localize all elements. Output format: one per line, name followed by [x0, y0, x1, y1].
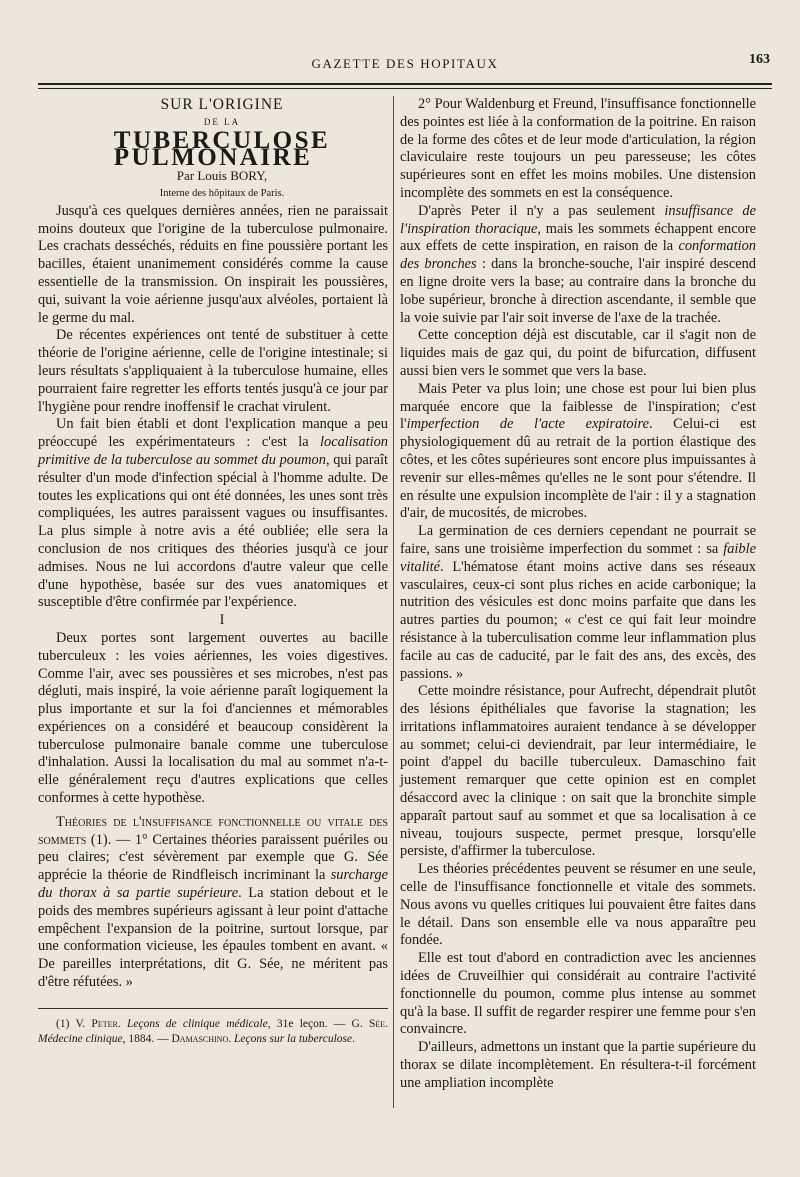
italic-run: Leçons de clinique médicale — [126, 1017, 268, 1030]
text-run: Mais Peter va plus loin; une chose est pour lui bien plus marquée encore que la faiblesse de l'inspiration; c'est l' — [400, 380, 756, 433]
article-title-line2: DE LA — [203, 116, 241, 127]
text-run: La germination de ces derniers cependant ne pourrait se faire, sans une troisième imperfection du sommet : sa — [400, 523, 756, 557]
text-run: . — [117, 1017, 127, 1030]
article-author: Par Louis BORY, — [176, 168, 268, 184]
text-run: . — [228, 1032, 235, 1045]
paragraph: Elle est tout d'abord en contradiction avec les anciennes idées de Cruveilhier qui considérait au contraire l'activité fonctionnelle du poumon, comme plus intense au sommet qu'à la base. Il suffit de regarder respirer une femme pour s'en convaincre. — [400, 950, 756, 1038]
paragraph: Deux portes sont largement ouvertes au bacille tuberculeux : les voies aériennes, les voies digestives. Comme l'air, avec ses poussières et ses microbes, n'est pas dégluti, mais inspiré, la voie aérienne paraît logiquement la plus importante et sur la foi d'anciennes et mémorables expériences on a considéré et beaucoup considèrent la tuberculose pulmonaire banale comme une tuberculose d'inhalation. Aussi la localisation du mal au sommet n'a-t-elle généralement reçu d'autres explications que celles conformes à cette hypothèse. — [38, 629, 388, 807]
header-rule-thin — [38, 88, 772, 89]
italic-run: localisation primitive de la tuberculose au sommet du poumon — [38, 434, 388, 468]
paragraph: De récentes expériences ont tenté de substituer à cette théorie de l'origine aérienne, celle de l'origine intestinale; si leurs résultats s'appliquaient à la tuberculose humaine, elles pourraient faire regretter les efforts tentés jusqu'à ce jour par l'hygiène pour rendre inoffensif le crachat virulent. — [38, 327, 388, 415]
page-number: 163 — [749, 52, 770, 67]
paragraph — [38, 814, 388, 992]
header-rule-thick — [38, 83, 772, 85]
page-header — [40, 50, 770, 74]
italic-run: Leçons sur la tuberculose — [234, 1032, 353, 1045]
text-run: Un fait bien établi et dont l'explication manque a peu préoccupé les expérimentateurs : c'est la — [38, 416, 388, 451]
text-run: , qui paraît résulter d'un mode d'infection spécial à l'homme adulte. De toutes les explications qui ont été données, les unes sont très compliquées, les autres paraissent vagues ou insuffisantes. La plus simple à notre avis a été oubliée; elle sera la conclusion de nos critiques des théories jusqu'à ce jour admises. Nous ne lui accordons d'autre valeur que celle d'une hypothèse, basée sur des vues anatomiques et susceptible d'être confirmée par l'expérience. — [38, 451, 388, 611]
text-run: . L'hématose étant moins active dans ses réseaux vasculaires, ceux-ci sont plus riches en acide carbonique; la nutrition des vésicules est donc moins parfaite que dans les autres parties du poumon; « c'est ce qui fait leur moindre résistance à la tuberculisation comme leur inflammation plus facile au cas de caducité, par le fait des ans, des excès, des passions. » — [400, 558, 756, 682]
article-title-line1: SUR L'ORIGINE — [160, 96, 284, 113]
column-divider — [393, 96, 394, 1108]
text-run: . — [385, 1017, 388, 1030]
paragraph: 2° Pour Waldenburg et Freund, l'insuffisance fonctionnelle des pointes est liée à la conformation de la poitrine. En raison de la forme des côtes et de leur mode d'articulation, la région claviculaire reste toujours un peu paresseuse; les côtes supérieures sont en effet les moins mobiles. Une distension incomplète des sommets en est la conséquence. — [400, 96, 756, 201]
text-run: (1) V. — [56, 1017, 92, 1030]
footnote-rule — [38, 1008, 388, 1009]
paragraph: Cette moindre résistance, pour Aufrecht, dépendrait plutôt des lésions épithéliales que favorise la stagnation; les irritations inflammatoires auraient tendance à se développer au sommet; celui-ci deviendrait, par leur intermédiaire, le point d'appel du bacille tuberculeux. Damaschino fait justement remarquer que cette opinion est en complet désaccord avec la clinique : on sait que la bronchite simple apparaît partout sauf au sommet et que sa localisation à ce niveau, toujours suspecte, permet presque, lorsqu'elle persiste, d'affirmer la tuberculose. — [400, 683, 756, 860]
paragraph — [400, 381, 756, 523]
paragraph: Jusqu'à ces quelques dernières années, rien ne paraissait moins douteux que l'origine de la tuberculose pulmonaire. Les crachats desséchés, réduits en fine poussière portant les bacilles, étaient unanimement considérés comme la cause essentielle de la transmission. On inspirait les poussières, qui, suivant la voie aérienne jusqu'aux alvéoles, portaient là le germe du mal. — [38, 202, 388, 326]
paragraph — [400, 523, 756, 683]
italic-run: conformation des bronches — [400, 238, 756, 273]
paragraph: D'ailleurs, admettons un instant que la partie supérieure du thorax se dilate incomplètement. En résultera-t-il forcément une ampliation incomplète — [400, 1039, 756, 1091]
italic-run: insuffisance de l'inspiration thoracique — [400, 202, 756, 237]
footnote — [38, 1017, 388, 1047]
italic-run: Médecine clinique — [38, 1032, 123, 1045]
italic-run: faible vitalité — [400, 540, 756, 575]
author-name: Damaschino — [171, 1032, 229, 1045]
text-run: . La station debout et le poids des membres supérieurs agissant à leur point d'attache empêchent l'expansion de la poitrine, surtout lorsque, par une conformation vicieuse, les épaules tombent en avant. « De pareilles interprétations, dit G. Sée, ne méritent pas d'être réfutées. » — [38, 885, 388, 991]
text-run: . — [352, 1032, 355, 1045]
author-name: Peter — [91, 1017, 118, 1030]
section-numeral: I — [219, 612, 225, 629]
text-run: (1). — 1° Certaines théories paraissent puériles ou peu claires; c'est sévèrement par exemple que G. Sée apprécie la théorie de Rindfleisch incriminant la — [38, 831, 388, 884]
article-main-title: TUBERCULOSE PULMONAIRE — [113, 126, 331, 172]
author-name: Sée — [368, 1017, 386, 1030]
text-run: , mais les sommets échappent encore aux effets de cette inspiration, en raison de la — [400, 220, 757, 255]
section-heading: Théories de l'insuffisance fonctionnelle ou vitale des sommets — [38, 813, 388, 848]
paragraph: Les théories précédentes peuvent se résumer en une seule, celle de l'insuffisance fonctionnelle et vitale des sommets. Nous avons vu quelles critiques lui pouvaient être faites dans le détail. Dans son ensemble elle va nous apparaître peu fondée. — [400, 861, 756, 949]
italic-run: surcharge du thorax à sa partie supérieure — [38, 867, 388, 902]
journal-title: GAZETTE DES HOPITAUX — [311, 56, 499, 71]
right-column — [400, 96, 756, 1093]
text-run: D'après Peter il n'y a pas seulement — [418, 202, 665, 219]
paragraph — [38, 416, 388, 612]
italic-run: imperfection de l'acte expiratoire — [406, 416, 649, 433]
text-run: , 1884. — — [122, 1032, 172, 1045]
paragraph: Cette conception déjà est discutable, car il s'agit non de liquides mais de gaz qui, du point de bifurcation, diffusent aussi bien vers le sommet que vers la base. — [400, 327, 756, 379]
text-run: . Celui-ci est physiologiquement dû au retrait de la portion élastique des côtes, et les côtes supérieures sont encore plus impuissantes à revenir sur elles-mêmes qu'elles ne le sont pour s'étendre. Il en résulte une expulsion incomplète de l'air : il y a stagnation d'air, de mucosités, de microbes. — [400, 416, 756, 522]
article-author-role: Interne des hôpitaux de Paris. — [159, 187, 285, 199]
paragraph — [400, 203, 756, 328]
text-run: , 31e leçon. — G. — [267, 1017, 369, 1030]
left-column — [38, 96, 388, 1047]
text-run: : dans la bronche-souche, l'air inspiré descend en ligne droite vers la base; au contraire dans la bronche du lobe supérieur, bronche à direction ascendante, il semble que la voie suivie par l'air soit inverse de l'axe de la trachée. — [400, 256, 756, 326]
